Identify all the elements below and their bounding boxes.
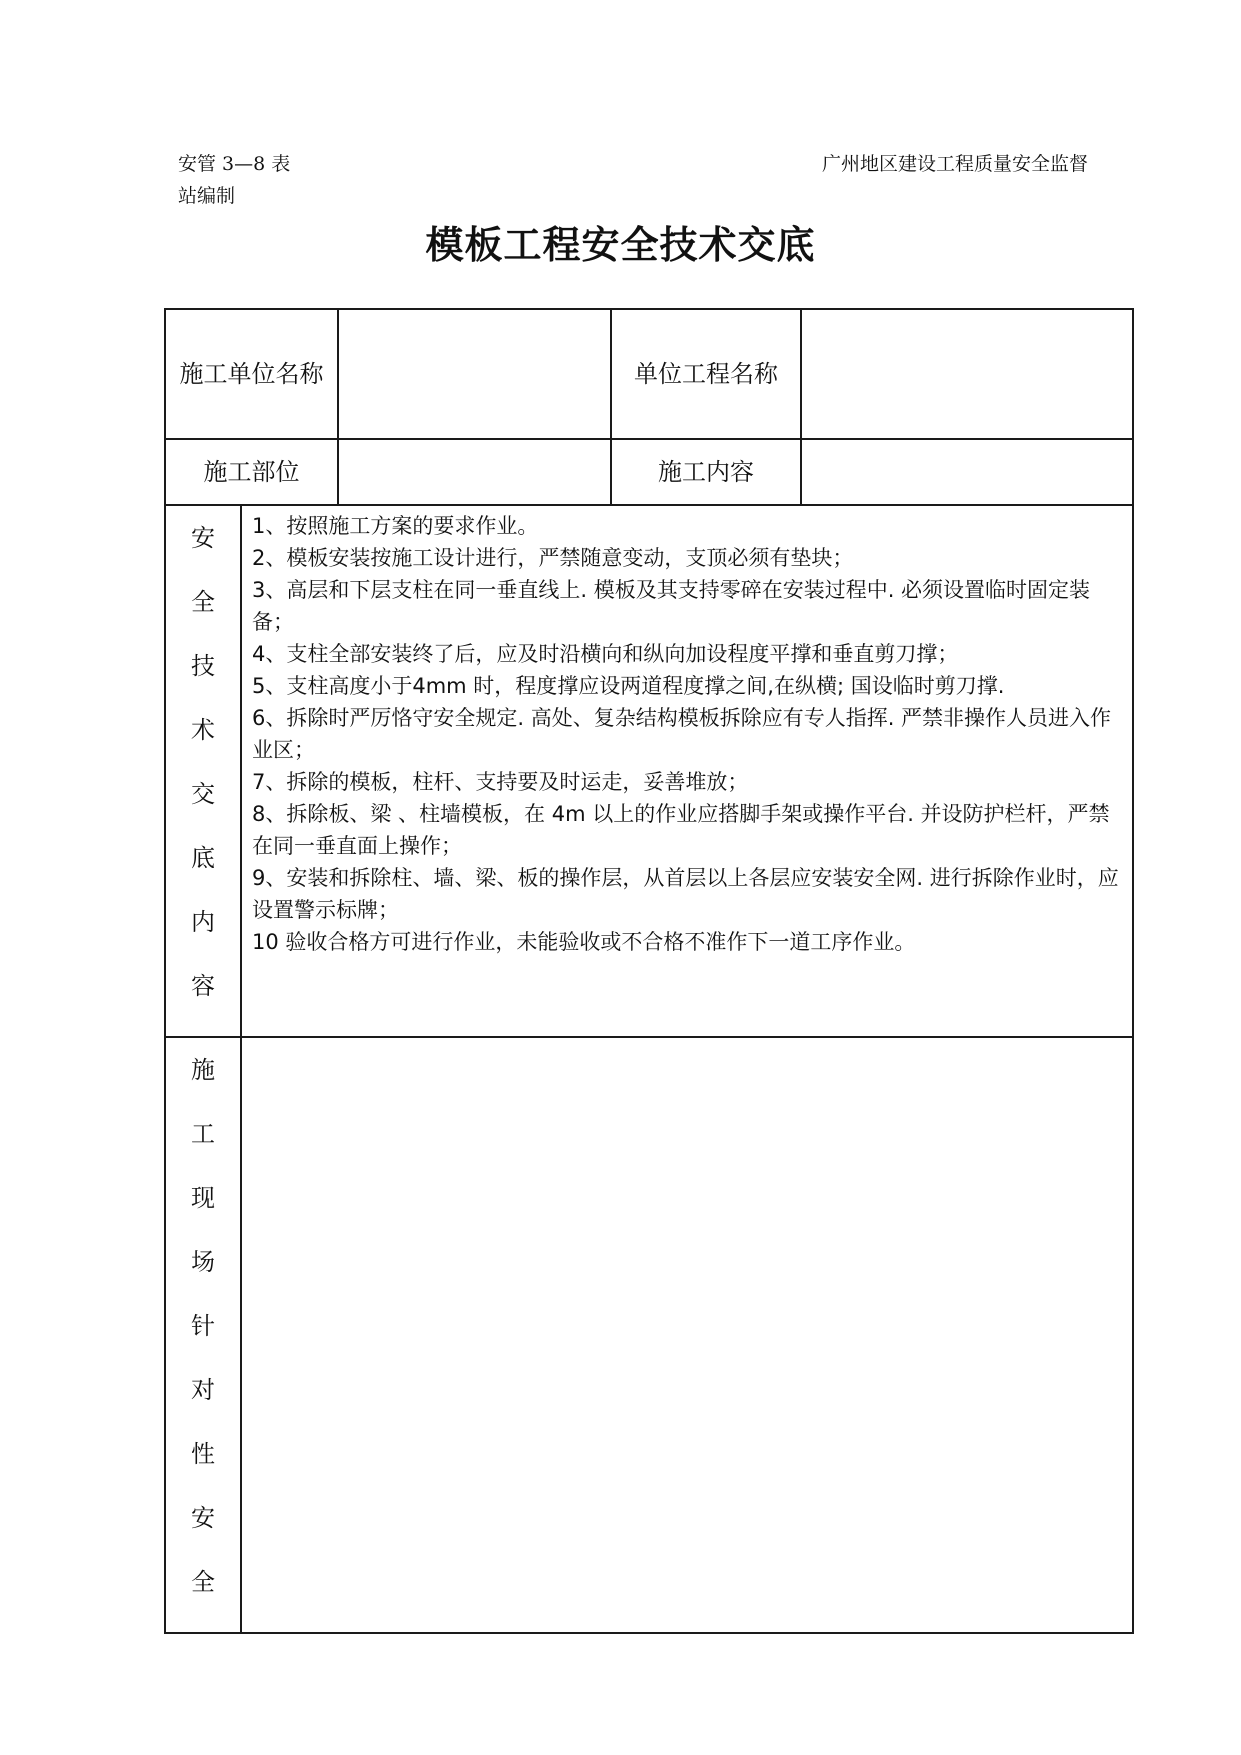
document-title: 模板工程安全技术交底 [425, 223, 816, 267]
form-code: 安管 3—8 表 [178, 153, 291, 175]
site-label-char: 对 [191, 1376, 215, 1404]
disclosure-label-char: 技 [191, 652, 215, 680]
unit-project-value[interactable] [801, 309, 1133, 439]
site-content[interactable] [241, 1037, 1133, 1633]
disclosure-item: 4、支柱全部安装终了后，应及时沿横向和纵向加设程度平撑和垂直剪刀撑； [252, 642, 959, 666]
construction-unit-value[interactable] [338, 309, 611, 439]
site-label-char: 针 [191, 1312, 215, 1340]
disclosure-item: 10 验收合格方可进行作业，未能验收或不合格不准作下一道工序作业。 [252, 930, 916, 954]
disclosure-label-char: 底 [191, 844, 215, 872]
disclosure-item: 8、拆除板、梁 、柱墙模板，在 4m 以上的作业应搭脚手架或操作平台. 并设防护栏杆，严禁在同一垂直面上操作； [252, 802, 1110, 858]
site-label-char: 现 [191, 1184, 215, 1212]
site-label-cell [165, 1037, 241, 1633]
construction-unit-label: 施工单位名称 [179, 360, 324, 388]
site-label-char: 性 [191, 1440, 215, 1468]
disclosure-item: 2、模板安装按施工设计进行，严禁随意变动，支顶必须有垫块； [252, 546, 854, 570]
disclosure-label-char: 容 [191, 972, 215, 1000]
site-label-char: 工 [191, 1120, 215, 1148]
construction-content-value[interactable] [801, 439, 1133, 505]
construction-content-label: 施工内容 [611, 439, 801, 505]
issuer-line-1: 广州地区建设工程质量安全监督 [822, 153, 1089, 175]
disclosure-label-char: 术 [191, 716, 215, 744]
form-row-location [165, 439, 1133, 505]
form-row-site [165, 1037, 1133, 1633]
disclosure-item: 9、安装和拆除柱、墙、梁、板的操作层，从首层以上各层应安装安全网. 进行拆除作业时，应设置警示标牌； [252, 866, 1119, 922]
disclosure-item: 1、按照施工方案的要求作业。 [252, 514, 539, 538]
disclosure-item: 3、高层和下层支柱在同一垂直线上. 模板及其支持零碎在安装过程中. 必须设置临时固定装备； [252, 578, 1091, 634]
issuer-line-2: 站编制 [178, 185, 236, 207]
construction-location-label: 施工部位 [165, 439, 338, 505]
disclosure-item: 6、拆除时严厉恪守安全规定. 高处、复杂结构模板拆除应有专人指挥. 严禁非操作人员进入作业区； [252, 706, 1112, 762]
disclosure-content [241, 505, 1133, 1037]
disclosure-label-char: 交 [191, 780, 215, 808]
construction-unit-label-cell [165, 309, 338, 439]
disclosure-label-cell [165, 505, 241, 1037]
form-row-unit [165, 309, 1133, 439]
site-label-char: 场 [191, 1248, 215, 1276]
site-label-char: 全 [191, 1568, 215, 1596]
disclosure-label-char: 全 [191, 588, 215, 616]
construction-location-value[interactable] [338, 439, 611, 505]
site-label-char: 施 [191, 1056, 215, 1084]
unit-project-label: 单位工程名称 [611, 309, 801, 439]
disclosure-form-table [164, 308, 1134, 1634]
site-label-char: 安 [191, 1504, 215, 1532]
disclosure-item: 7、拆除的模板，柱杆、支持要及时运走，妥善堆放； [252, 770, 749, 794]
disclosure-item: 5、支柱高度小于4mm 时，程度撑应设两道程度撑之间,在纵横; 国设临时剪刀撑. [252, 674, 1005, 698]
disclosure-label-char: 安 [191, 524, 215, 552]
form-row-disclosure [165, 505, 1133, 1037]
disclosure-label-char: 内 [191, 908, 215, 936]
